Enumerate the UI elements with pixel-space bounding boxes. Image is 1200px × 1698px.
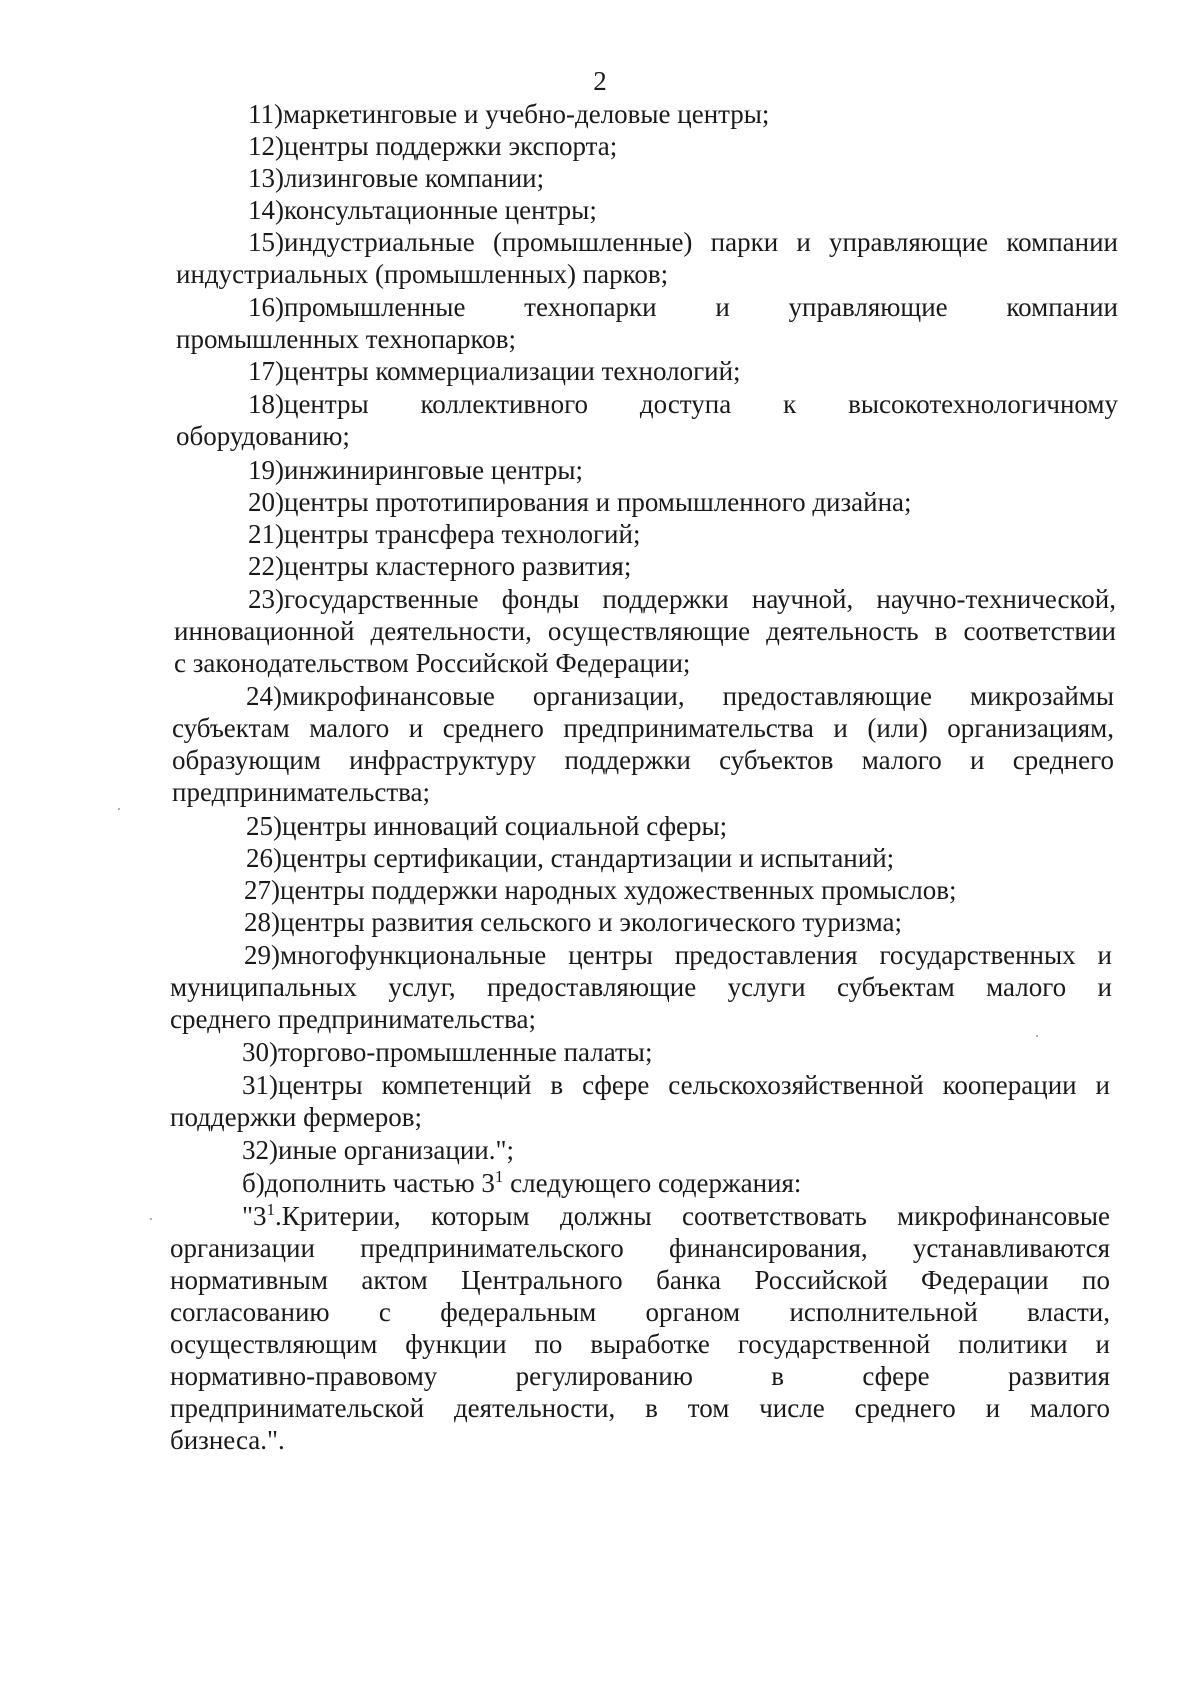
quote-text-a: "3: [242, 1201, 267, 1231]
list-item-12: 12)центры поддержки экспорта;: [248, 131, 618, 161]
list-item-15-line-1: 15)индустриальные (промышленные) парки и управляющие компании: [248, 227, 1118, 257]
amendment-text-a: б)дополнить частью 3: [242, 1168, 495, 1198]
list-item-31-line-1: 31)центры компетенций в сфере сельскохозяйственной кооперации и: [242, 1070, 1110, 1100]
list-item-23-line-1: 23)государственные фонды поддержки научной, научно-технической,: [248, 584, 1116, 614]
list-item-29-line-1: 29)многофункциональные центры предоставления государственных и: [244, 940, 1112, 970]
list-item-17: 17)центры коммерциализации технологий;: [248, 356, 741, 386]
list-item-15-line-2: индустриальных (промышленных) парков;: [176, 259, 669, 289]
list-item-21: 21)центры трансфера технологий;: [248, 519, 641, 549]
list-item-16-line-1: 16)промышленные технопарки и управляющие компании: [248, 292, 1118, 322]
list-item-32: 32)иные организации.";: [242, 1135, 514, 1165]
quote-line-2: организации предпринимательского финансирования, устанавливаются: [170, 1233, 1110, 1263]
list-item-29-line-2: муниципальных услуг, предоставляющие услуги субъектам малого и: [170, 972, 1112, 1002]
quote-superscript: 1: [266, 1200, 276, 1219]
quote-line-3: нормативным актом Центрального банка Российской Федерации по: [170, 1265, 1110, 1295]
quote-line-8: бизнеса.".: [170, 1425, 285, 1455]
list-item-24-line-1: 24)микрофинансовые организации, предоставляющие микрозаймы: [246, 681, 1114, 711]
list-item-16-line-2: промышленных технопарков;: [176, 324, 517, 354]
list-item-25: 25)центры инноваций социальной сферы;: [246, 811, 728, 841]
page-number: 2: [593, 66, 607, 96]
amendment-text-b: следующего содержания:: [503, 1168, 802, 1198]
scan-speck: [118, 808, 120, 810]
list-item-22: 22)центры кластерного развития;: [248, 551, 632, 581]
list-item-31-line-2: поддержки фермеров;: [170, 1102, 422, 1132]
list-item-14: 14)консультационные центры;: [248, 195, 597, 225]
list-item-24-line-3: образующим инфраструктуру поддержки субъектов малого и среднего: [172, 745, 1114, 775]
list-item-30: 30)торгово-промышленные палаты;: [242, 1037, 653, 1067]
list-item-26: 26)центры сертификации, стандартизации и испытаний;: [246, 843, 895, 873]
quote-line-6: нормативно-правовому регулированию в сфере развития: [170, 1361, 1110, 1391]
list-item-20: 20)центры прототипирования и промышленного дизайна;: [248, 487, 912, 517]
scan-speck: [1036, 1035, 1038, 1037]
list-item-24-line-2: субъектам малого и среднего предпринимательства и (или) организациям,: [172, 713, 1114, 743]
list-item-23-line-2: инновационной деятельности, осуществляющие деятельность в соответствии: [174, 616, 1116, 646]
amendment-superscript: 1: [494, 1167, 504, 1186]
list-item-23-line-3: с законодательством Российской Федерации;: [174, 648, 691, 678]
list-item-24-line-4: предпринимательства;: [172, 777, 431, 807]
quote-line-7: предпринимательской деятельности, в том числе среднего и малого: [170, 1393, 1110, 1423]
document-body: [0, 98, 1200, 1488]
scan-speck: [150, 1218, 152, 1220]
list-item-13: 13)лизинговые компании;: [248, 163, 545, 193]
list-item-28: 28)центры развития сельского и экологического туризма;: [244, 907, 902, 937]
list-item-18-line-2: оборудованию;: [176, 421, 350, 451]
list-item-27: 27)центры поддержки народных художественных промыслов;: [244, 875, 957, 905]
quote-text-b: .Критерии, которым должны соответствовать микрофинансовые: [275, 1201, 1110, 1231]
list-item-18-line-1: 18)центры коллективного доступа к высокотехнологичному: [248, 389, 1118, 419]
quote-line-1: [242, 1200, 1110, 1232]
quote-line-5: осуществляющим функции по выработке государственной политики и: [170, 1329, 1110, 1359]
list-item-29-line-3: среднего предпринимательства;: [170, 1004, 536, 1034]
list-item-11: 11)маркетинговые и учебно-деловые центры;: [248, 99, 770, 129]
amendment-intro: [242, 1167, 801, 1199]
list-item-19: 19)инжиниринговые центры;: [248, 455, 583, 485]
quote-line-4: согласованию с федеральным органом исполнительной власти,: [170, 1297, 1110, 1327]
